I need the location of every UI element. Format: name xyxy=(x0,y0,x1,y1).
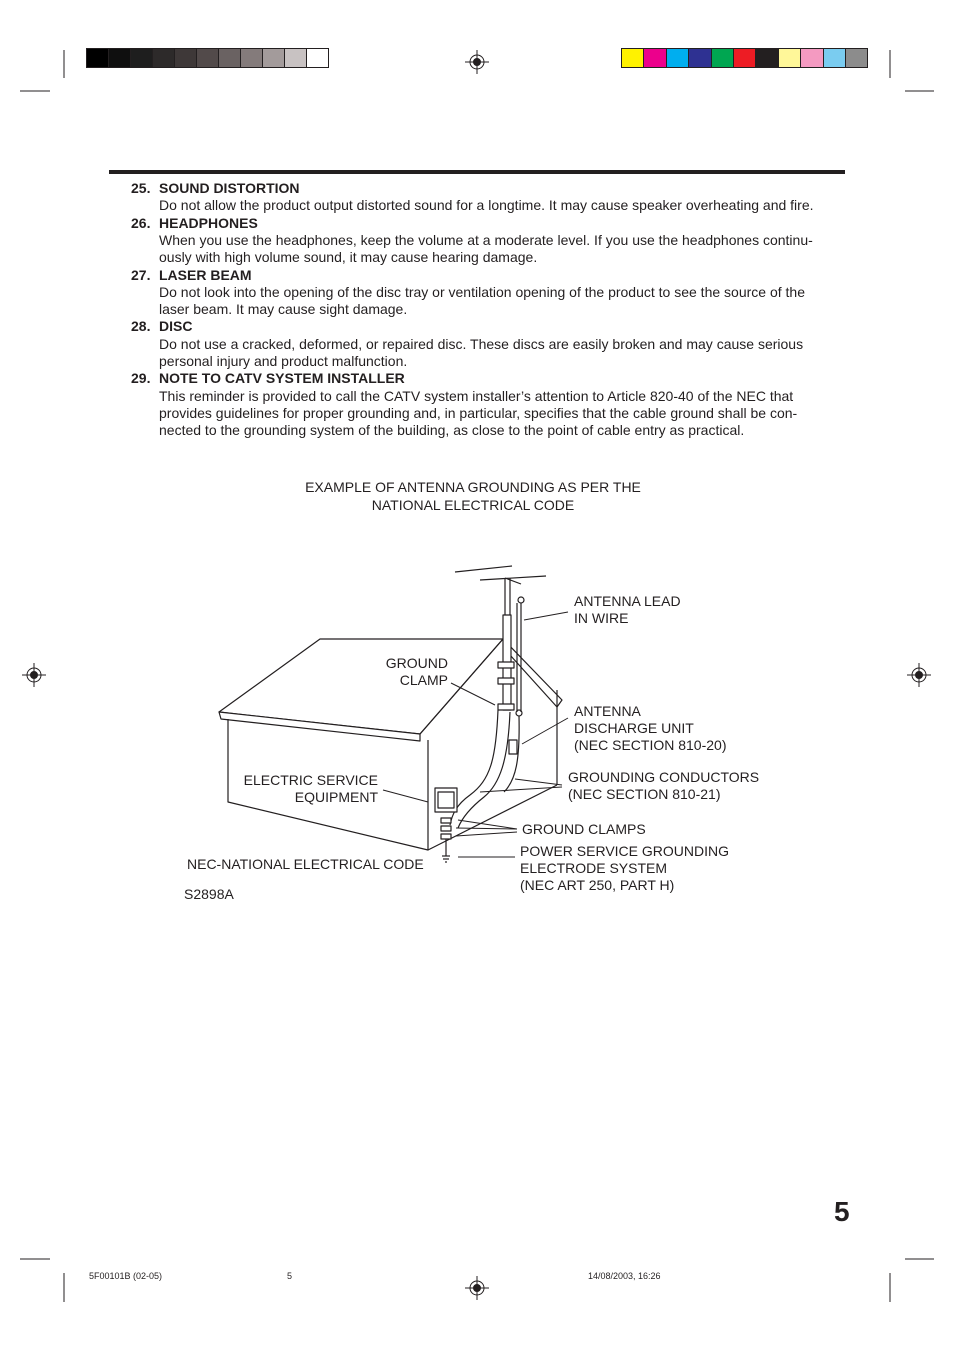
label-line: (NEC SECTION 810-21) xyxy=(568,786,721,802)
body-line: Do not allow the product output distorted sound for a longtime. It may cause speaker overheating and fire. xyxy=(159,197,814,213)
label-line: GROUNDING CONDUCTORS xyxy=(568,769,760,785)
body-line: Do not look into the opening of the disc tray or ventilation opening of the product to see the source of the xyxy=(159,284,805,300)
page-number: 5 xyxy=(834,1196,850,1227)
label-line: (NEC SECTION 810-20) xyxy=(574,737,727,753)
section-number: 28. xyxy=(131,318,151,334)
label-line: CLAMP xyxy=(399,672,448,688)
label-line: (NEC ART 250, PART H) xyxy=(520,877,675,893)
discharge-unit xyxy=(509,740,517,754)
label-nec xyxy=(187,856,424,873)
label-discharge-unit xyxy=(574,703,726,754)
footer-datetime: 14/08/2003, 16:26 xyxy=(588,1271,661,1281)
footer-page: 5 xyxy=(287,1271,293,1281)
label-line: GROUND xyxy=(385,655,448,671)
body-line: This reminder is provided to call the CATV system installer’s attention to Article 820-40 of the NEC that xyxy=(159,388,794,404)
label-line: ELECTRIC SERVICE xyxy=(243,772,378,788)
section-number: 26. xyxy=(131,215,151,231)
label-line: ELECTRODE SYSTEM xyxy=(520,860,668,876)
label-line: ANTENNA LEAD xyxy=(574,593,681,609)
section-number: 29. xyxy=(131,370,151,386)
section-number: 25. xyxy=(131,180,151,196)
section-number: 27. xyxy=(131,267,151,283)
section-title: SOUND DISTORTION xyxy=(159,180,300,196)
body-line: Do not use a cracked, deformed, or repaired disc. These discs are easily broken and may cause serious xyxy=(159,336,804,352)
label-line: NEC-NATIONAL ELECTRICAL CODE xyxy=(187,856,424,872)
section-title: HEADPHONES xyxy=(159,215,258,231)
caption-line: NATIONAL ELECTRICAL CODE xyxy=(371,497,575,513)
label-power-service xyxy=(520,843,729,894)
caption-line: EXAMPLE OF ANTENNA GROUNDING AS PER THE xyxy=(305,479,641,495)
label-electric-service xyxy=(218,772,378,806)
label-line: EQUIPMENT xyxy=(294,789,378,805)
body-line: When you use the headphones, keep the volume at a moderate level. If you use the headphones continu- xyxy=(159,232,813,248)
body-line: nected to the grounding system of the building, as close to the point of cable entry as practical. xyxy=(159,422,745,439)
body-line: personal injury and product malfunction. xyxy=(159,353,408,370)
label-line: ANTENNA xyxy=(574,703,641,719)
label-line: IN WIRE xyxy=(574,610,629,626)
label-line: POWER SERVICE GROUNDING xyxy=(520,843,729,859)
label-grounding-conductors xyxy=(568,769,759,803)
figure-id xyxy=(184,886,234,903)
footer-code: 5F00101B (02-05) xyxy=(89,1271,163,1281)
label-line: S2898A xyxy=(184,886,234,902)
body-line: provides guidelines for proper grounding and, in particular, specifies that the cable ground shall be con- xyxy=(159,405,798,422)
label-line: DISCHARGE UNIT xyxy=(574,720,694,736)
section-title: DISC xyxy=(159,318,193,334)
label-antenna-lead xyxy=(574,593,681,627)
body-line: ously with high volume sound, it may cause hearing damage. xyxy=(159,249,538,266)
label-ground-clamp xyxy=(368,655,448,689)
label-line: GROUND CLAMPS xyxy=(522,821,646,837)
section-title: NOTE TO CATV SYSTEM INSTALLER xyxy=(159,370,405,386)
label-ground-clamps xyxy=(522,821,646,838)
section-title: LASER BEAM xyxy=(159,267,252,283)
body-line: laser beam. It may cause sight damage. xyxy=(159,301,408,318)
